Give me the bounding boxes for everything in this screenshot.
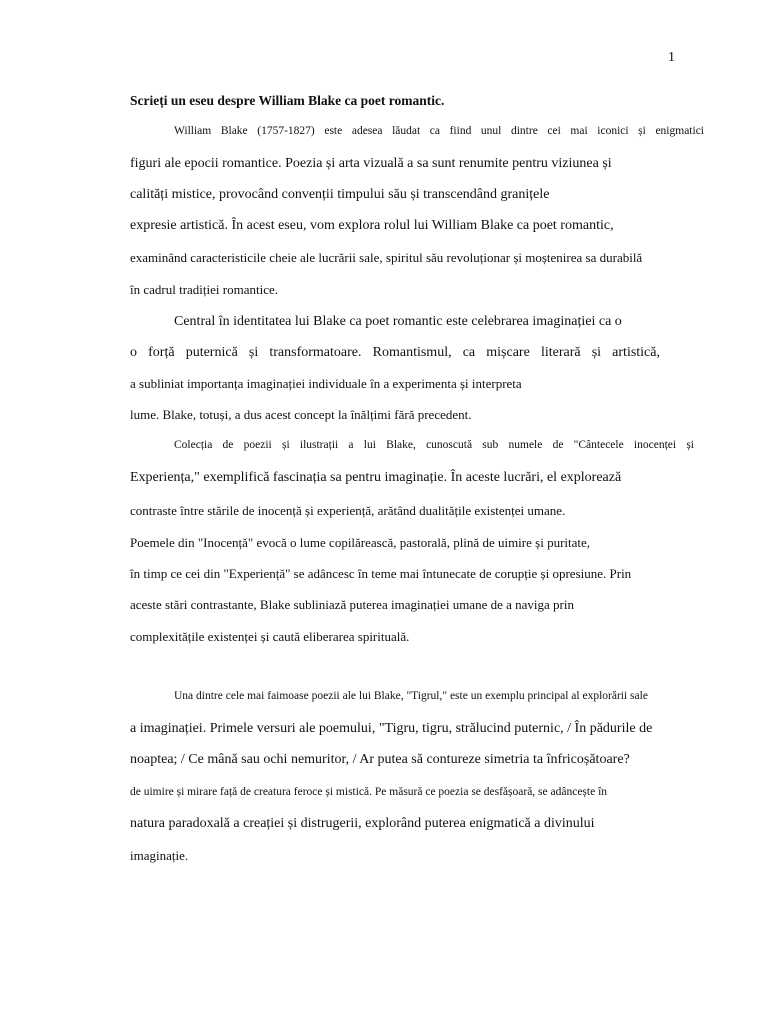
text-line: complexitățile existenței și caută eliberarea spirituală. [130,629,410,644]
text-line: noaptea; / Ce mână sau ochi nemuritor, / Ar putea să contureze simetria ta înfricoșătoare? [130,752,630,767]
text-line: expresie artistică. În acest eseu, vom explora rolul lui William Blake ca poet romantic, [130,218,614,233]
page-title: Scrieți un eseu despre William Blake ca poet romantic. [130,93,445,108]
text-line: Colecția de poezii și ilustrații a lui Blake, cunoscută sub numele de "Cântecele inocenței și [174,439,694,451]
text-line: natura paradoxală a creației și distrugerii, explorând puterea enigmatică a divinului [130,816,595,831]
text-line: lume. Blake, totuși, a dus acest concept la înălțimi fără precedent. [130,407,472,422]
text-line: imaginație. [130,848,189,863]
page-number: 1 [668,50,675,65]
text-line: contraste între stările de inocență și experiență, arătând dualitățile existenței umane. [130,503,566,518]
text-line: Poemele din "Inocență" evocă o lume copilărească, pastorală, plină de uimire și puritate, [130,535,591,550]
text-line: Una dintre cele mai faimoase poezii ale lui Blake, "Tigrul," este un exemplu principal al explorării sale [174,690,648,702]
text-line: a subliniat importanța imaginației individuale în a experimenta și interpreta [130,376,522,391]
text-line: în cadrul tradiției romantice. [130,282,278,297]
text-line: figuri ale epocii romantice. Poezia și arta vizuală a sa sunt renumite pentru viziunea și [130,156,612,171]
text-line: o forță puternică și transformatoare. Romantismul, ca mișcare literară și artistică, [130,345,660,360]
text-line: în timp ce cei din "Experiență" se adâncesc în teme mai întunecate de corupție și opresiune. Prin [130,566,632,581]
text-line: a imaginației. Primele versuri ale poemului, "Tigru, tigru, strălucind puternic, / În pădurile de [130,721,653,736]
text-line: Experiența," exemplifică fascinația sa pentru imaginație. În aceste lucrări, el explorează [130,470,622,485]
text-line: examinând caracteristicile cheie ale lucrării sale, spiritul său revoluționar și moștenirea sa durabilă [130,250,643,265]
text-line: de uimire și mirare față de creatura feroce și mistică. Pe măsură ce poezia se desfășoară, se adâncește în [130,786,608,798]
text-line: calități mistice, provocând convenții timpului său și transcendând granițele [130,187,550,202]
text-line: aceste stări contrastante, Blake subliniază puterea imaginației umane de a naviga prin [130,597,574,612]
text-line: Central în identitatea lui Blake ca poet romantic este celebrarea imaginației ca o [174,314,622,329]
text-line: William Blake (1757-1827) este adesea lăudat ca fiind unul dintre cei mai iconici și enigmatici [174,125,704,137]
